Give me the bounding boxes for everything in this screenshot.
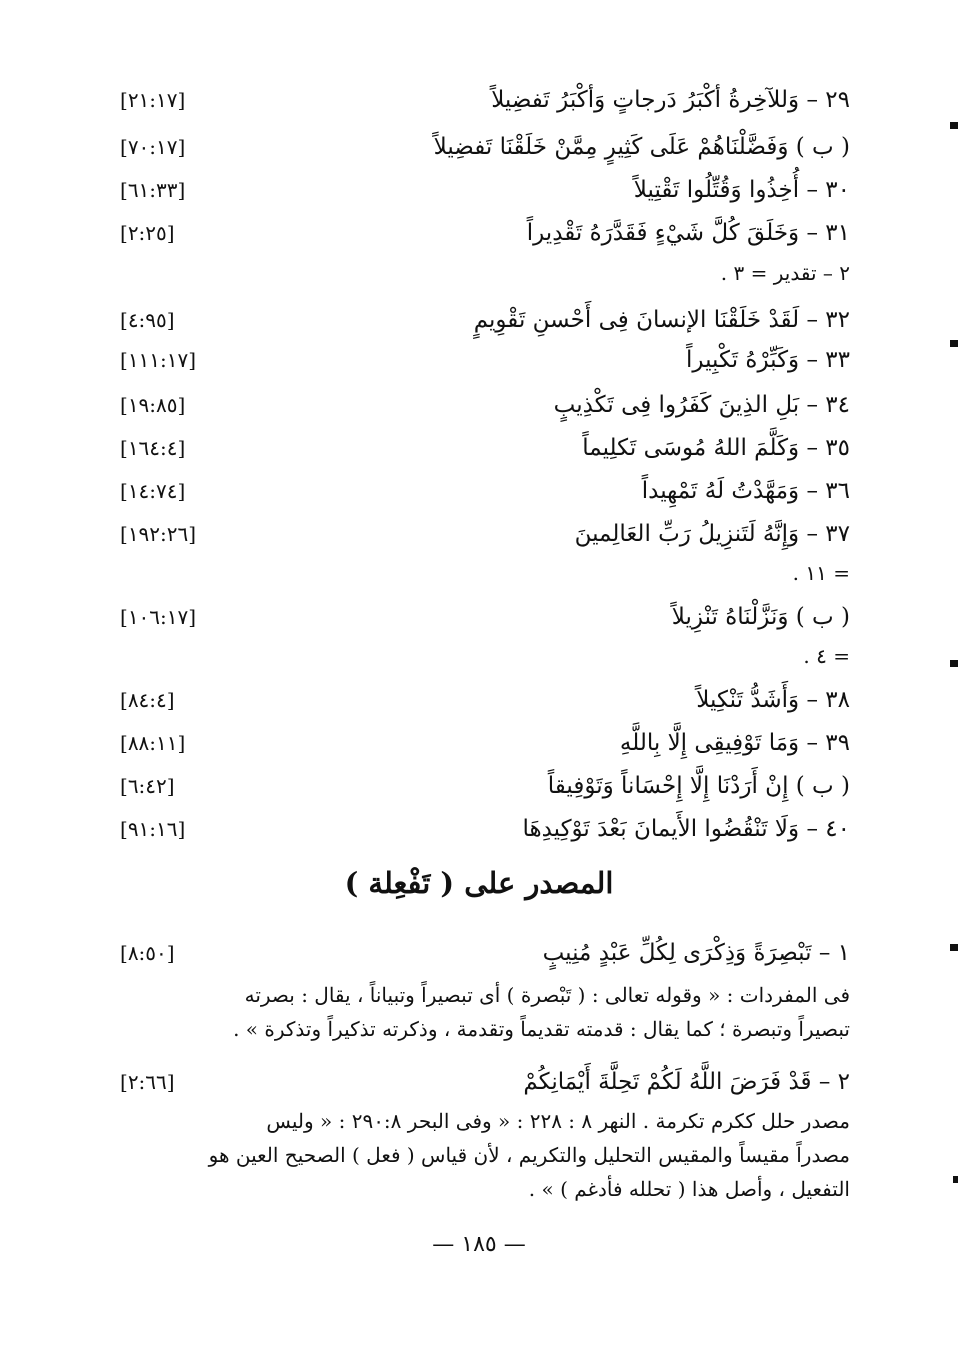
verse-text: ٣٣ – وَكَبِّرْهُ تَكْبِيراً [686,347,850,373]
verse-text: ٣٤ – بَلِ الذِينَ كَفَرُوا فِى تَكْذِيبٍ [553,392,850,418]
verse-text: ٢ – قَدْ فَرَضَ اللَّهُ لَكُمْ تَحِلَّةَ أَيْمَانِكُمْ [523,1069,850,1095]
scan-edge-mark [950,660,958,667]
verse-line [120,597,850,637]
verse-reference: [٦:٤٢] [120,774,175,798]
verse-line [120,723,850,763]
verse-reference: [١٤:٧٤] [120,479,186,503]
scan-edge-mark [953,1176,958,1183]
verse-line [120,514,850,554]
verse-text: ٤٠ – وَلَا تَنْقُضُوا الأَيمانَ بَعْدَ تَوْكِيدِهَا [522,816,850,842]
verse-line [120,340,850,380]
note-line [120,636,850,676]
note-text: = ١١ . [792,561,850,585]
verse-text: ( ب ) إِنْ أَرَدْنَا إِلَّا إِحْسَاناً وَتَوْفِيقاً [547,773,850,799]
verse-reference: [١٠٦:١٧] [120,605,197,629]
verse-reference: [٢:٦٦] [120,1070,175,1094]
verse-reference: [٧٠:١٧] [120,135,186,159]
note-line [120,253,850,293]
scan-edge-mark [950,122,958,129]
verse-line [120,766,850,806]
verse-text: ٢٩ – وَللآخِرةُ أكْبَرُ دَرجاتٍ وَأكْبَرُ تَفضِيلاً [491,87,850,113]
verse-text: ٣٩ – وَمَا تَوْفِيقِى إِلَّا بِاللَّهِ [619,730,850,756]
verse-line [120,680,850,720]
verse-text: ٣٥ – وَكَلَّمَ اللهُ مُوسَى تَكلِيماً [582,435,850,461]
verse-reference: [٢:٢٥] [120,221,175,245]
verse-reference: [١٦٤:٤] [120,436,186,460]
verse-reference: [٩١:١٦] [120,817,186,841]
verse-text: ٣٠ – أُخِذُوا وَقُتِّلُوا تَقْتِيلاً [633,177,850,203]
paragraph-line: التفعيل ، وأصل هذا ( تحلله فأدغم ) » . [528,1177,850,1201]
verse-text: ٣٦ – وَمَهَّدْتُ لَهُ تَمْهِيداً [641,478,850,504]
paragraph-line: تبصيراً وتبصرة ؛ كما يقال : قدمته تقديماً وتقدمة ، وذكرته تذكيراً وتذكرة » . [233,1017,850,1041]
verse-reference: [٤:٩٥] [120,308,175,332]
note-line [120,553,850,593]
scan-edge-mark [950,340,958,347]
commentary-paragraph [130,978,850,1046]
verse-text: ٣٢ – لَقَدْ خَلَقْنَا الإنسانَ فِى أَحْسنِ تَقْوِيمٍ [473,307,850,333]
verse-text: ( ب ) وَفَضَّلْنَاهُمْ عَلَى كَثِيرٍ مِمَّنْ خَلَقْنَا تَفضِيلاً [433,134,850,160]
paragraph-line: فى المفردات : « وقوله تعالى : ( تَبْصرة ) أى تبصيراً وتبياناً ، يقال : بصرته [244,983,850,1007]
verse-line [120,385,850,425]
commentary-paragraph [130,1104,850,1206]
verse-line [120,933,850,973]
verse-reference: [٦١:٣٣] [120,178,186,202]
verse-text: ٣٨ – وَأَشَدُّ تَنْكِيلاً [696,687,850,713]
note-text: = ٤ . [803,644,850,668]
verse-text: ١ – تَبْصِرَةً وَذِكْرَى لِكُلِّ عَبْدٍ مُنِيبٍ [542,940,850,966]
verse-reference: [١٩٢:٢٦] [120,522,197,546]
scan-edge-mark [950,944,958,951]
verse-line [120,428,850,468]
verse-line [120,127,850,167]
verse-line [120,80,850,120]
verse-line [120,1062,850,1102]
note-text: ٢ – تقدير = ٣ . [720,261,850,285]
verse-line [120,809,850,849]
paragraph-line: مصدراً مقيساً والمقيس التحليل والتكريم ، لأن قياس ( فعل ) الصحيح العين هو [208,1143,850,1167]
verse-reference: [١٩:٨٥] [120,393,186,417]
verse-text: ( ب ) وَنَزَّلْنَاهُ تَنْزِيلاً [671,604,850,630]
verse-text: ٣١ – وَخَلَقَ كُلَّ شَيْءٍ فَقَدَّرَهُ تَقْدِيراً [526,220,850,246]
verse-reference: [٢١:١٧] [120,88,186,112]
paragraph-line: مصدر حلل ككرم تكرمة . النهر ٨ : ٢٢٨ : « وفى البحر ٢٩٠:٨ : « وليس [266,1109,850,1133]
verse-reference: [١١١:١٧] [120,348,197,372]
verse-reference: [٨٤:٤] [120,688,175,712]
verse-text: ٣٧ – وَإِنَّهُ لَتَنزِيلُ رَبِّ العَالِمينَ [574,521,850,547]
verse-reference: [٨٨:١١] [120,731,186,755]
verse-line [120,170,850,210]
verse-reference: [٨:٥٠] [120,941,175,965]
verse-line [120,471,850,511]
page-number: — ١٨٥ — [432,1232,526,1257]
verse-line [120,213,850,253]
verse-line [120,300,850,340]
section-heading: المصدر على ( تَفْعِلة ) [344,866,614,900]
